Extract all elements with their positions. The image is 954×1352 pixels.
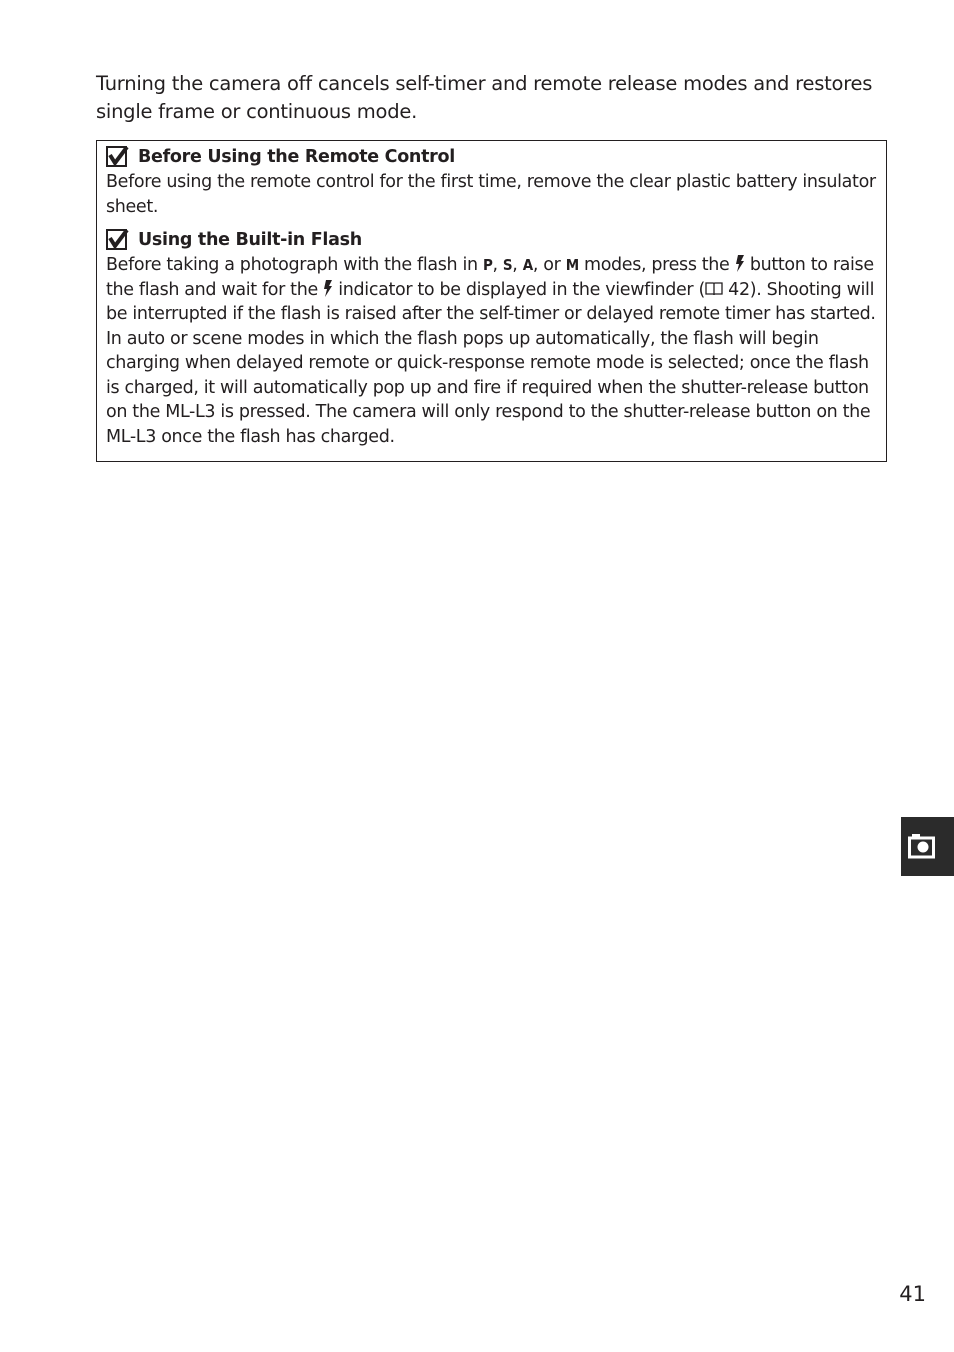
text-run: ). Shooting will be interrupted if the flash is raised after the self-timer or delayed remote timer has started. In auto or scene modes in which the flash pops up automatically, the flash will begin charging when delayed remote or quick-response remote mode is selected; once the flash is charged, it will automatically pop up and fire if required when the shutter-release button on the ML-L3 is pressed. The camera will only respond to the shutter-release button on the ML-L3 once the flash has charged.: [106, 279, 876, 447]
mode-m-label: M: [565, 256, 579, 274]
note-body: [106, 253, 877, 449]
note-body: Before using the remote control for the first time, remove the clear plastic battery insulator sheet.: [106, 172, 876, 217]
note-title: [106, 229, 877, 251]
mode-a-label: A: [522, 256, 533, 274]
text-run: , or: [532, 255, 566, 275]
note-title: [106, 146, 877, 168]
caution-check-icon: [106, 229, 130, 251]
text-run: button to raise the flash and wait for the: [106, 255, 874, 300]
text-run: Before taking a photograph with the flash in: [106, 255, 483, 275]
flash-icon: [735, 255, 745, 272]
text-run: indicator to be displayed in the viewfinder (: [333, 279, 705, 300]
page-reference: 42: [722, 279, 750, 300]
note-title-text: Using the Built-in Flash: [138, 230, 362, 250]
note-title-text: Before Using the Remote Control: [138, 147, 455, 167]
text-run: ,: [512, 255, 523, 275]
caution-check-icon: [106, 146, 130, 168]
note-built-in-flash: [106, 229, 877, 449]
page-number: 41: [899, 1282, 926, 1306]
section-tab: [901, 817, 954, 876]
note-remote-control: [106, 146, 877, 219]
intro-paragraph: Turning the camera off cancels self-timer and remote release modes and restores single frame or continuous mode.: [96, 72, 873, 123]
flash-icon: [323, 280, 333, 297]
text-run: ,: [492, 255, 503, 275]
mode-s-label: S: [502, 256, 513, 274]
text-run: modes, press the: [578, 255, 735, 275]
mode-p-label: P: [482, 256, 493, 274]
camera-icon: [908, 833, 935, 859]
book-icon: [705, 279, 723, 293]
notes-box: [96, 140, 887, 462]
